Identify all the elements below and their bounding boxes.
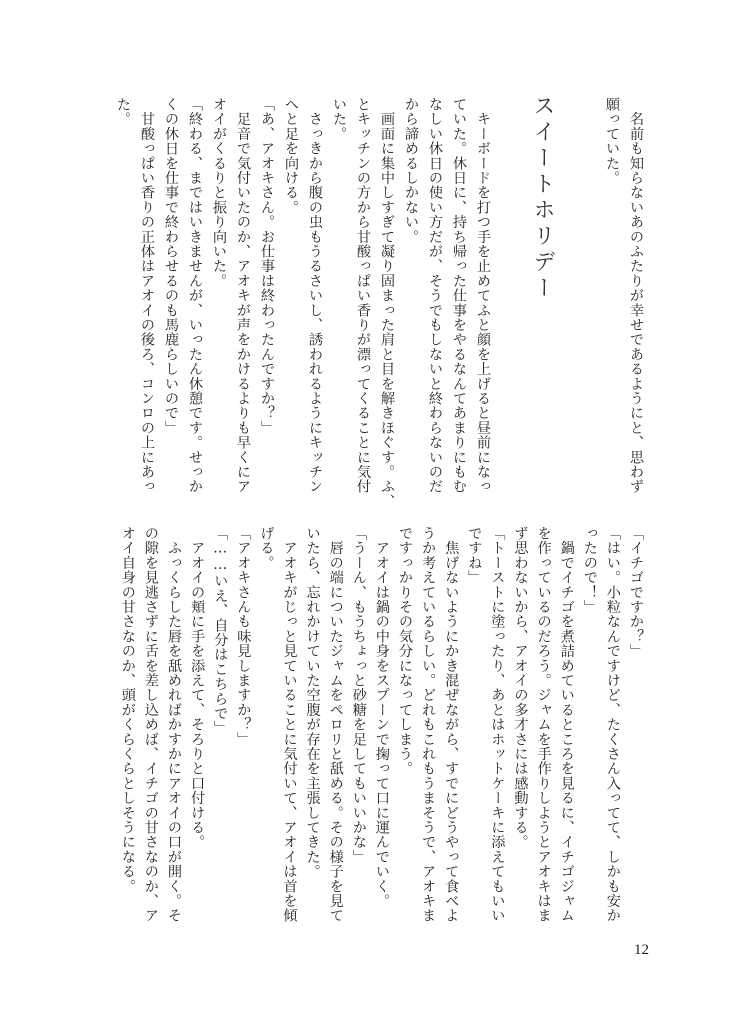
chapter-title: スイートホリデー: [530, 94, 555, 302]
text-column: 「アオキさんも味見しますか？」: [235, 526, 252, 747]
text-column: なしい休日の使い方だが、そうでもしないと終わらないのだ: [427, 97, 443, 494]
text-column: ていた。休日に、持ち帰った仕事をやるなんてあまりにもむ: [451, 97, 467, 494]
text-column: アオイは鍋の中身をスプーンで掬って口に運んでいく。: [373, 526, 390, 909]
text-column: から諦めるしかない。: [403, 97, 419, 244]
text-column: げる。: [258, 526, 275, 571]
text-column: くの休日を仕事で終わらせるのも馬鹿らしいので」: [163, 97, 179, 436]
text-column: さっきから腹の虫もうるさいし、誘われるようにキッチン: [307, 97, 323, 494]
text-column: 「イチゴですか？」: [628, 526, 644, 659]
text-column: 「終わる、まではいきませんが、いったん休憩です。せっか: [187, 97, 203, 494]
text-column: へと足を向ける。: [283, 97, 299, 215]
text-column: 足音で気付いたのか、アオキが声をかけるよりも早くにア: [235, 97, 251, 494]
text-column: 唇の端についたジャムをペロリと舐める。その様子を見て: [327, 526, 344, 923]
text-column: 願っていた。: [604, 97, 620, 186]
text-column: 画面に集中しすぎて凝り固まった肩と目を解きほぐす。ふ、: [379, 97, 395, 509]
text-column: 「うーん、もうちょっと砂糖を足してもいいかな」: [350, 526, 367, 865]
text-column: とキッチンの方から甘酸っぱい香りが漂ってくることに気付: [355, 97, 371, 494]
text-column: の隙を見逃さずに舌を差し込めば、イチゴの甘さなのか、ア: [142, 526, 159, 923]
text-column: 甘酸っぱい香りの正体はアオイの後ろ、コンロの上にあっ: [139, 97, 155, 494]
text-column: オイ自身の甘さなのか、頭がくらくらとしそうになる。: [119, 526, 136, 894]
text-column: ですっかりその気分になってしまう。: [397, 526, 413, 776]
text-column: 鍋でイチゴを煮詰めているところを見るに、イチゴジャム: [558, 526, 575, 923]
text-column: アオイの頬に手を添えて、そろりと口付ける。: [189, 526, 206, 850]
text-column: ですね」: [466, 526, 483, 585]
text-column: キーボードを打つ手を止めてふと顔を上げると昼前になっ: [475, 97, 491, 494]
text-column: ず思わないから、アオイの多才さには感動する。: [512, 526, 529, 850]
text-column: た。: [115, 97, 131, 127]
text-column: 焦げないようにかき混ぜながら、すでにどうやって食べよ: [443, 526, 460, 923]
text-column: 「あ、アオキさん。お仕事は終わったんですか？」: [259, 97, 275, 436]
text-column: 「トーストに塗ったり、あとはホットケーキに添えてもいい: [489, 526, 506, 923]
text-column: 名前も知らないあのふたりが幸せであるようにと、思わず: [628, 97, 644, 494]
text-column: いた。: [331, 97, 347, 142]
text-column: アオキがじっと見ていることに気付いて、アオイは首を傾: [281, 526, 298, 923]
text-column: ふっくらした唇を舐めればかすかにアオイの口が開く。そ: [166, 526, 182, 923]
text-column: を作っているのだろう。ジャムを手作りしようとアオキはま: [535, 526, 552, 923]
text-column: いたら、忘れかけていた空腹が存在を主張してきた。: [304, 526, 321, 879]
page-number: 12: [634, 942, 649, 958]
text-column: うか考えているらしい。どれもこれもうまそうで、アオキま: [420, 526, 437, 923]
text-column: 「はい。小粒なんですけど、たくさん入ってて、しかも安か: [604, 526, 621, 923]
text-column: オイがくるりと振り向いた。: [211, 97, 227, 289]
text-column: 「……いえ、自分はこちらで」: [212, 526, 229, 736]
text-column: ったので！」: [581, 526, 598, 615]
